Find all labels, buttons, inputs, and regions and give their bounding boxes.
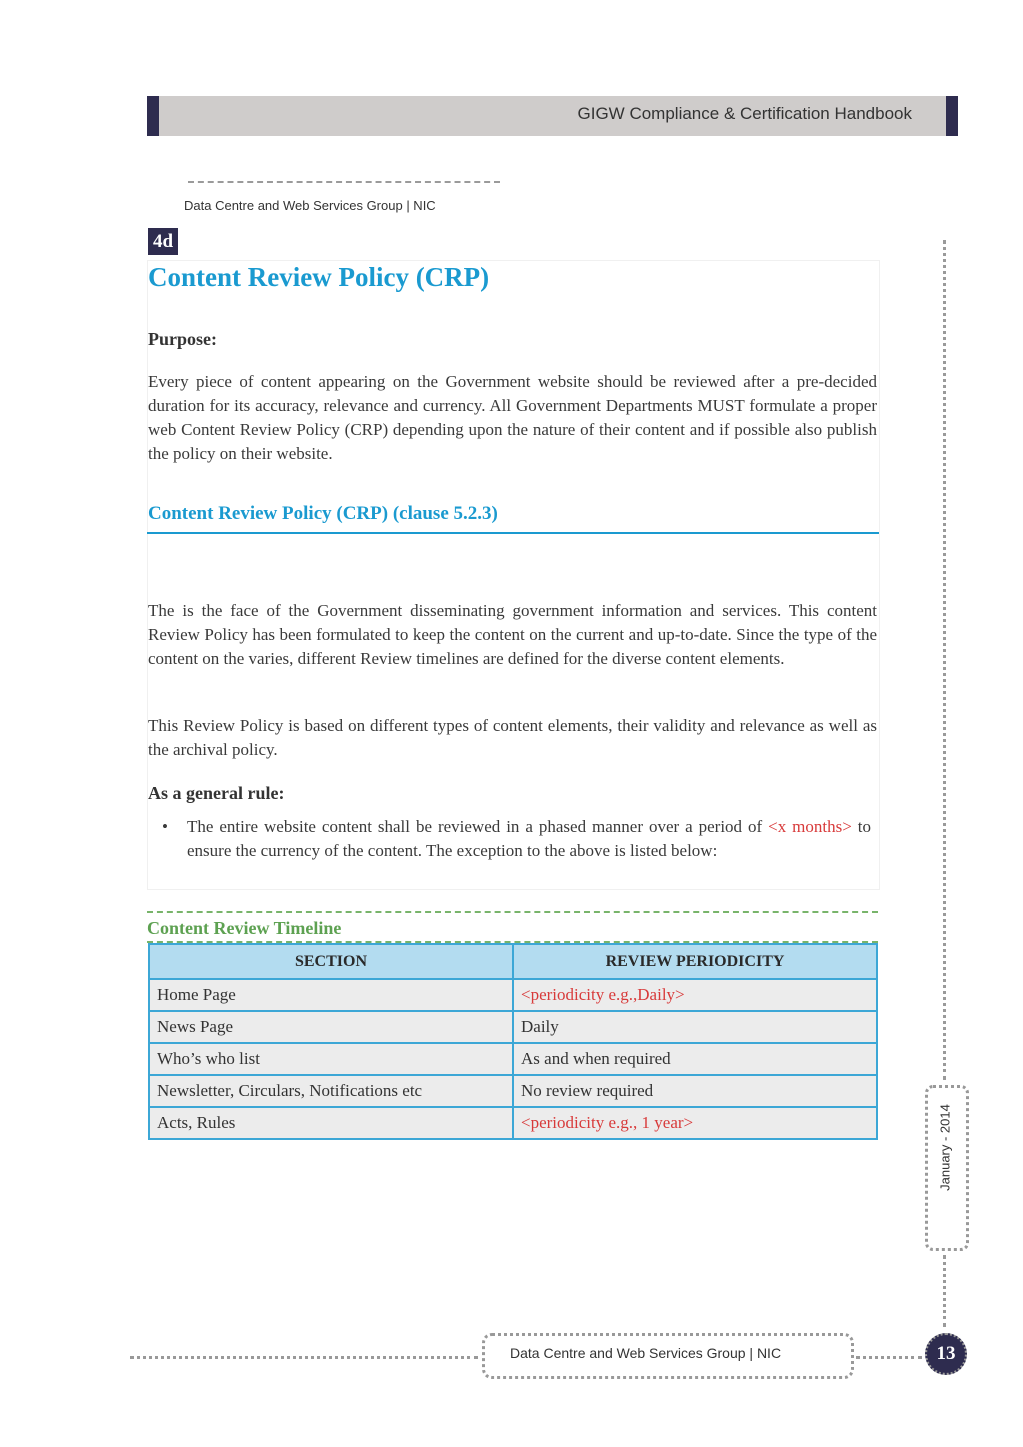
handbook-title: GIGW Compliance & Certification Handbook <box>577 104 912 123</box>
timeline-title: Content Review Timeline <box>147 918 342 938</box>
table-row <box>149 979 877 1011</box>
top-dashed-divider <box>188 181 500 183</box>
purpose-paragraph: Every piece of content appearing on the Government website should be reviewed after a pre-decided duration for its accuracy, relevance and currency. All Government Departments MUST formulate a proper web Content Review Policy (CRP) depending upon the nature of their content and if possible also publish the policy on their website. <box>148 372 877 463</box>
page-number-badge: 13 <box>925 1333 967 1375</box>
section-cell: Home Page <box>149 979 513 1011</box>
footer-dotted-left <box>130 1356 478 1359</box>
right-dotted-rule-lower <box>943 1255 946 1327</box>
section-cell: Newsletter, Circulars, Notifications etc <box>149 1075 513 1107</box>
review-timeline-table <box>148 943 878 1140</box>
group-label-top: Data Centre and Web Services Group | NIC <box>184 198 436 213</box>
bullet-text-end: to ensure the currency of the content. The exception to the above is listed below: <box>187 817 871 860</box>
subheading-rule <box>147 532 879 534</box>
bullet-text-start: The entire website content shall be reviewed in a phased manner over a period of <box>187 817 769 836</box>
edition-date-text: January - 2014 <box>937 1104 953 1191</box>
bullet-marker: • <box>162 817 168 836</box>
timeline-dashed-top <box>147 911 878 913</box>
column-header-periodicity: REVIEW PERIODICITY <box>513 944 877 979</box>
header-cap-right <box>946 96 958 136</box>
table-row <box>149 1075 877 1107</box>
clause-subheading: Content Review Policy (CRP) (clause 5.2.3) <box>148 503 498 524</box>
general-rule-heading: As a general rule: <box>148 783 285 803</box>
header-cap-left <box>147 96 159 136</box>
section-cell: Acts, Rules <box>149 1107 513 1139</box>
footer-dotted-right <box>856 1356 922 1359</box>
bullet-placeholder: <x months> <box>768 817 852 836</box>
section-number-badge: 4d <box>148 228 178 255</box>
section-cell: News Page <box>149 1011 513 1043</box>
intro-paragraph: The is the face of the Government disseminating government information and services. This content Review Policy has been formulated to keep the content on the current and up-to-date. Since the type of the content on the varies, different Review timelines are defined for the diverse content elements. <box>148 601 877 668</box>
table-row <box>149 1043 877 1075</box>
basis-paragraph: This Review Policy is based on different types of content elements, their validity and relevance as well as the archival policy. <box>148 716 877 759</box>
header-bar <box>147 96 958 136</box>
periodicity-cell: <periodicity e.g.,Daily> <box>513 979 877 1011</box>
bullet-item <box>187 815 871 863</box>
periodicity-cell: Daily <box>513 1011 877 1043</box>
page-title: Content Review Policy (CRP) <box>148 262 490 292</box>
section-cell: Who’s who list <box>149 1043 513 1075</box>
footer-group-label: Data Centre and Web Services Group | NIC <box>510 1345 782 1361</box>
periodicity-cell: As and when required <box>513 1043 877 1075</box>
periodicity-cell: No review required <box>513 1075 877 1107</box>
table-header-row <box>149 944 877 979</box>
purpose-heading: Purpose: <box>148 329 217 349</box>
edition-date <box>913 1104 973 1191</box>
column-header-section: SECTION <box>149 944 513 979</box>
table-row <box>149 1011 877 1043</box>
right-dotted-rule <box>943 240 946 1080</box>
table-row <box>149 1107 877 1139</box>
periodicity-cell: <periodicity e.g., 1 year> <box>513 1107 877 1139</box>
